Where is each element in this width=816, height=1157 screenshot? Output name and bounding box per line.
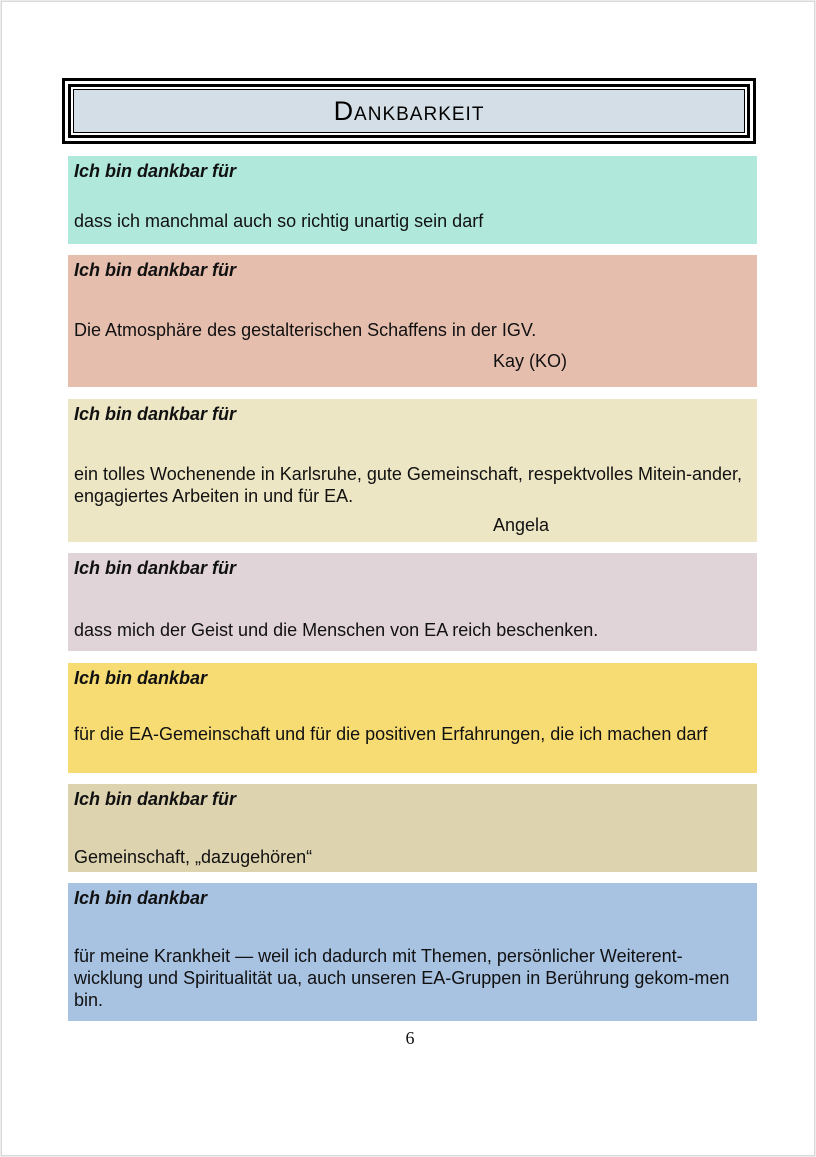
page [1,1,815,1156]
gratitude-card [68,553,757,651]
card-body: für die EA-Gemeinschaft und für die positiven Erfahrungen, die ich machen darf [74,724,708,744]
card-body: Gemeinschaft, „dazugehören“ [74,847,313,867]
gratitude-card [68,663,757,773]
card-signature: Kay (KO) [493,351,568,371]
card-heading: Ich bin dankbar für [74,558,237,578]
card-body: ein tolles Wochenende in Karlsruhe, gute Gemeinschaft, respektvolles Mitein-ander, engagiertes Arbeiten in und für EA. [74,464,743,506]
card-heading: Ich bin dankbar [74,668,208,688]
title-box [73,89,745,133]
card-heading: Ich bin dankbar für [74,789,237,809]
card-body: dass mich der Geist und die Menschen von EA reich beschenken. [74,620,599,640]
card-body: Die Atmosphäre des gestalterischen Schaffens in der IGV. [74,320,537,340]
card-body: für meine Krankheit — weil ich dadurch mit Themen, persönlicher Weiterent-wicklung und Spiritualität ua, auch unseren EA-Gruppen in Berührung gekom-men bin. [74,946,730,1010]
gratitude-card [68,784,757,872]
gratitude-card [68,399,757,542]
card-heading: Ich bin dankbar für [74,404,237,424]
page-number: 6 [405,1028,415,1048]
page-title: Dankbarkeit [333,95,485,126]
card-body: dass ich manchmal auch so richtig unartig sein darf [74,211,484,231]
card-heading: Ich bin dankbar für [74,161,237,181]
gratitude-card [68,883,757,1021]
card-signature: Angela [493,515,550,535]
card-heading: Ich bin dankbar für [74,260,237,280]
gratitude-card [68,255,757,387]
card-heading: Ich bin dankbar [74,888,208,908]
title-frame [62,78,756,144]
gratitude-card [68,156,757,244]
